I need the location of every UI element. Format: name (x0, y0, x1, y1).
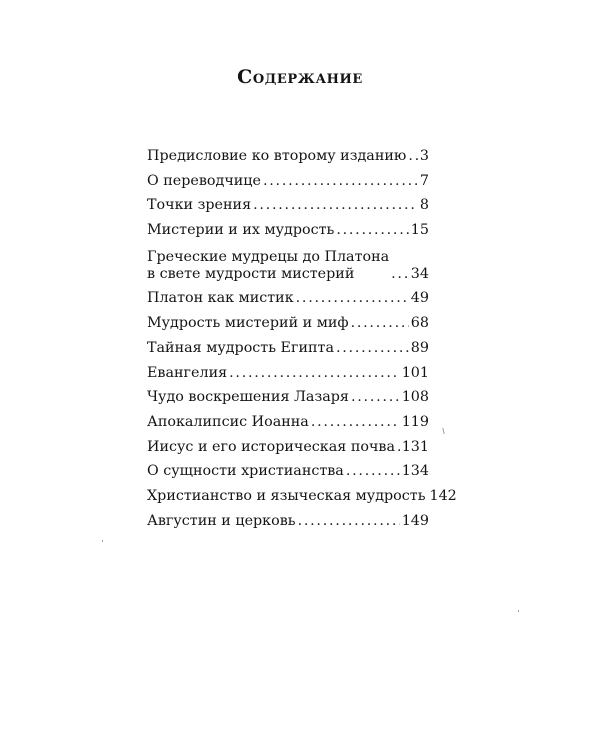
toc-entry-jesus-history (147, 439, 429, 456)
toc-page-number: 101 (401, 364, 429, 381)
toc-entry-title: Чудо воскрешения Лазаря (147, 389, 349, 406)
page-title: Содержание (237, 66, 363, 88)
scan-speck (518, 610, 519, 612)
dot-leader (263, 173, 418, 190)
dot-leader (336, 340, 409, 357)
toc-entry-greek-sages (147, 247, 429, 283)
toc-page-number: 3 (419, 148, 429, 164)
toc-entry-mysteries-myth (147, 315, 429, 332)
toc-page-number: 49 (410, 290, 429, 307)
dot-leader (351, 389, 400, 406)
toc-page-number: 89 (410, 339, 429, 356)
toc-entry-augustine (147, 513, 429, 530)
toc-entry-title: Евангелия (147, 364, 228, 381)
toc-entry-plato-mystic (147, 290, 429, 307)
toc-entry-title: Христианство и языческая мудрость (147, 487, 426, 504)
toc-page-number: 15 (410, 222, 429, 239)
toc-page-number: 119 (401, 413, 429, 430)
toc-entry-egypt (147, 340, 429, 357)
scan-speck (102, 540, 103, 542)
toc-entry-title-line1: Греческие мудрецы до Платона (147, 248, 390, 265)
toc-entry-title: Предисловие ко второму изданию (147, 148, 407, 164)
toc-entry-title: Точки зрения (147, 197, 252, 214)
dot-leader (229, 365, 400, 382)
toc-entry-title: О сущности христианства (147, 463, 344, 480)
dot-leader (336, 222, 408, 239)
toc-entry-mysteries (147, 222, 429, 239)
toc-page-number: 34 (410, 265, 429, 282)
dot-leader (391, 266, 409, 283)
dot-leader (296, 290, 409, 307)
toc-entry-title: О переводчице (147, 172, 261, 189)
toc-entry-title: Августин и церковь (147, 512, 296, 529)
toc-entry-title: Мистерии и их мудрость (147, 222, 335, 239)
toc-entry-pagan-wisdom (147, 487, 457, 505)
dot-leader (408, 148, 418, 165)
toc-page-number: 131 (401, 438, 429, 455)
dot-leader (253, 197, 418, 214)
dot-leader (346, 463, 400, 480)
toc-page-number: 149 (401, 512, 429, 529)
toc-entry-translator (147, 173, 429, 190)
toc-page-number: 8 (419, 197, 429, 214)
toc-entry-gospels (147, 365, 429, 382)
dot-leader (397, 439, 400, 456)
toc-entry-apocalypse (147, 414, 429, 431)
table-of-contents (147, 148, 457, 537)
toc-entry-title: Апокалипсис Иоанна (147, 413, 309, 430)
toc-page-number: 7 (419, 172, 429, 189)
toc-page-number: 142 (429, 487, 457, 504)
toc-page-number: 68 (410, 315, 429, 332)
toc-entry-title: Тайная мудрость Египта (147, 339, 334, 356)
toc-page-number: 108 (401, 389, 429, 406)
dot-leader (311, 414, 400, 431)
toc-entry-title: Платон как мистик (147, 290, 294, 307)
dot-leader (298, 513, 400, 530)
toc-entry-title: Иисус и его историческая почва (147, 438, 395, 455)
dot-leader (351, 315, 409, 332)
toc-entry-preface (147, 148, 429, 165)
toc-entry-title-line2: в свете мудрости мистерий (147, 265, 355, 282)
toc-entry-lazarus (147, 389, 429, 406)
toc-entry-essence-christianity (147, 463, 429, 480)
toc-entry-title: Мудрость мистерий и миф (147, 315, 349, 332)
toc-entry-title (147, 249, 389, 283)
toc-entry-points-of-view (147, 197, 429, 214)
toc-page-number: 134 (401, 463, 429, 480)
scan-speck (442, 428, 444, 434)
